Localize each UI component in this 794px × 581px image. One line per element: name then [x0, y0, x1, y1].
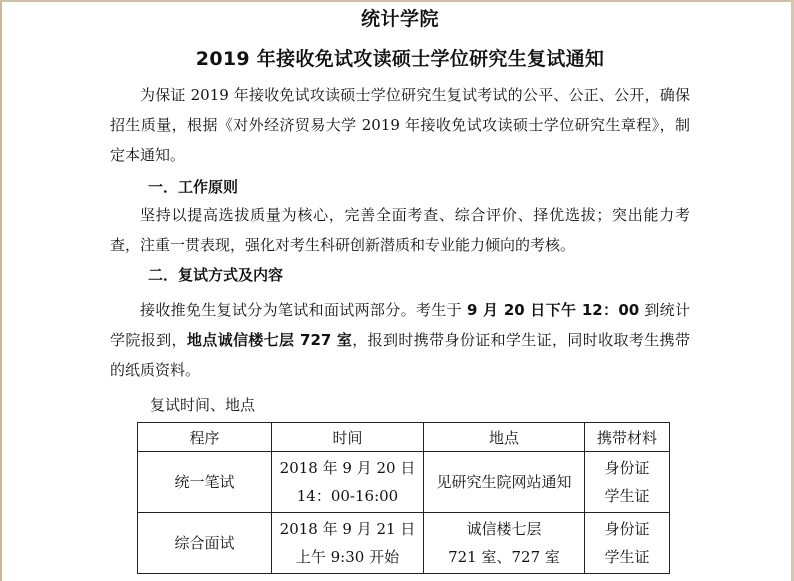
row-place — [424, 452, 585, 513]
time-line: 上午 9:30 开始 — [295, 548, 400, 566]
materials-line: 身份证 — [604, 520, 650, 538]
header-materials: 携带材料 — [585, 423, 670, 452]
section2-text-a: 接收推免生复试分为笔试和面试两部分。考生于 — [140, 301, 467, 319]
section1-paragraph: 坚持以提高选拔质量为核心，完善全面考查、综合评价、择优选拔；突出能力考查，注重一贯表现，强化对考生科研创新潜质和专业能力倾向的考核。 — [110, 206, 690, 254]
report-location: 地点诚信楼七层 727 室 — [186, 331, 353, 349]
row-time — [272, 452, 424, 513]
schedule-caption: 复试时间、地点 — [150, 396, 256, 414]
place-line: 诚信楼七层 — [466, 520, 542, 538]
section2-heading: 二．复试方式及内容 — [148, 266, 284, 284]
table-header-row — [138, 423, 670, 452]
row-time — [272, 513, 424, 574]
report-time: 9 月 20 日下午 12：00 — [467, 301, 640, 319]
header-step: 程序 — [138, 423, 272, 452]
table-row — [138, 513, 670, 574]
row-materials — [585, 513, 670, 574]
schedule-table — [137, 422, 670, 574]
section1-heading: 一．工作原则 — [148, 178, 239, 196]
time-line: 2018 年 9 月 21 日 — [279, 520, 416, 538]
table-row — [138, 452, 670, 513]
time-line: 2018 年 9 月 20 日 — [279, 459, 416, 477]
school-title: 统计学院 — [360, 8, 439, 30]
place-line: 721 室、727 室 — [448, 548, 560, 566]
section2-text-b: 到统计学院报到， — [110, 301, 690, 349]
header-time: 时间 — [272, 423, 424, 452]
row-step: 统一笔试 — [138, 452, 272, 513]
header-place: 地点 — [424, 423, 585, 452]
row-place — [424, 513, 585, 574]
place-line: 见研究生院网站通知 — [436, 473, 572, 491]
row-step: 综合面试 — [138, 513, 272, 574]
intro-paragraph: 为保证 2019 年接收免试攻读硕士学位研究生复试考试的公平、公正、公开，确保招生质量，根据《对外经济贸易大学 2019 年接收免试攻读硕士学位研究生章程》，制定本通知。 — [110, 86, 690, 164]
row-materials — [585, 452, 670, 513]
materials-line: 身份证 — [604, 459, 650, 477]
top-border — [0, 0, 794, 2]
section2-paragraph — [110, 295, 690, 385]
time-line: 14：00-16:00 — [296, 487, 399, 505]
section2-text-c: ，报到时携带身份证和学生证，同时收取考生携带的纸质资料。 — [110, 331, 690, 379]
materials-line: 学生证 — [604, 487, 650, 505]
notice-title: 2019 年接收免试攻读硕士学位研究生复试通知 — [195, 48, 605, 70]
materials-line: 学生证 — [604, 548, 650, 566]
